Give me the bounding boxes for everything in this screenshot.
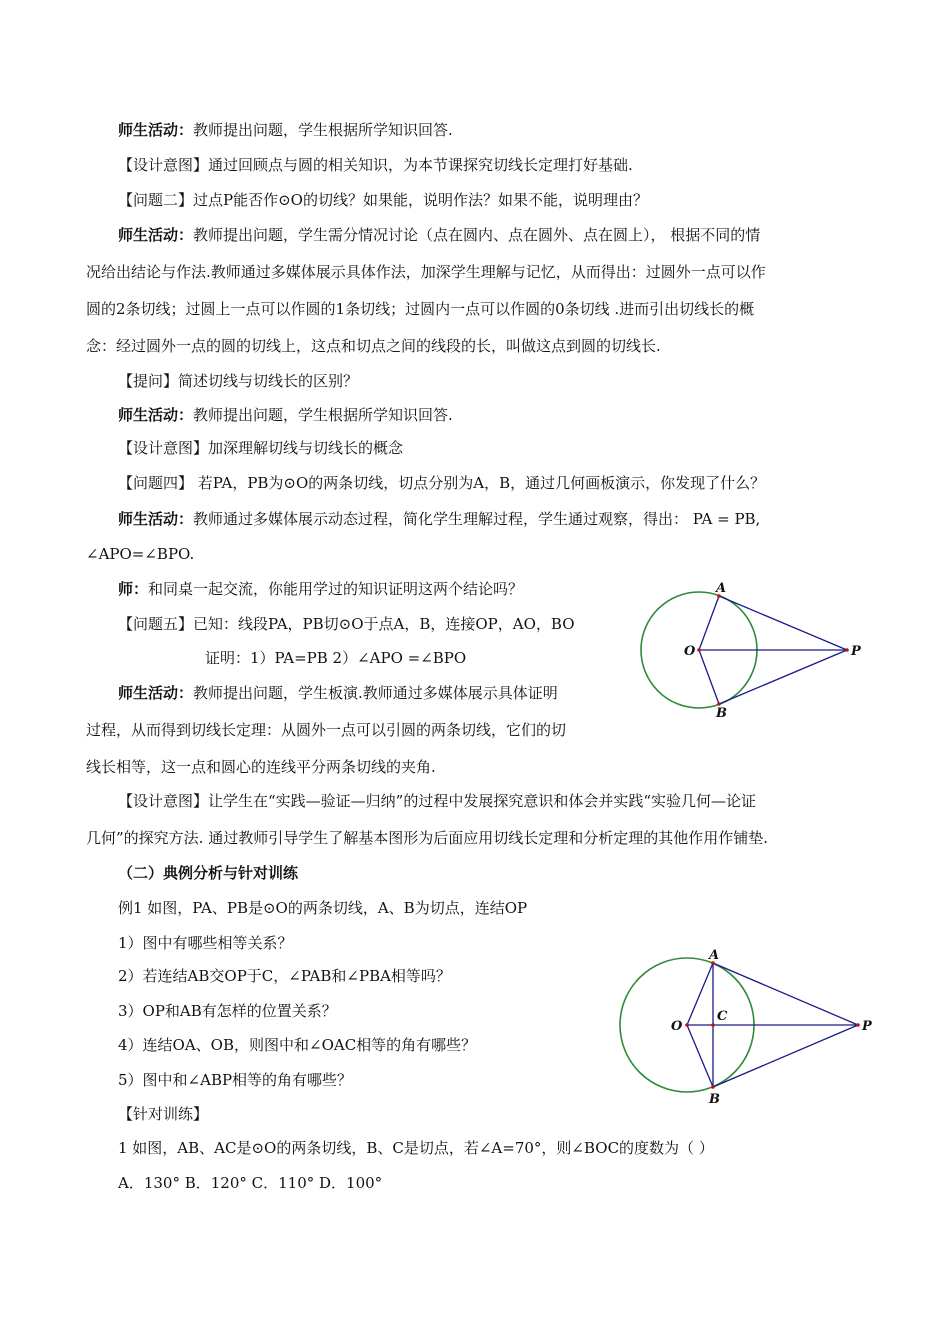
point-O <box>685 1023 689 1027</box>
paragraph-line: 况给出结论与作法.教师通过多媒体展示具体作法，加深学生理解与记忆，从而得出：过圆外一点可以作 <box>86 263 766 281</box>
paragraph-teacher-activity-2: 师生活动：教师提出问题，学生需分情况讨论（点在圆内、点在圆外、点在圆上）， 根据不同的情 <box>118 226 761 244</box>
paragraph-design-intent-3: 【设计意图】让学生在“实践—验证—归纳”的过程中发展探究意识和体会并实践“实验几何—论证 <box>118 792 757 810</box>
proof-statement: 证明：1）PA=PB 2）∠APO =∠BPO <box>205 649 467 667</box>
activity-heading: 师生活动： <box>118 510 194 528</box>
paragraph-design-intent-1: 【设计意图】通过回顾点与圆的相关知识，为本节课探究切线长定理打好基础. <box>118 156 633 174</box>
paragraph-line: 线长相等，这一点和圆心的连线平分两条切线的夹角. <box>86 758 436 776</box>
example-question: 3）OP和AB有怎样的位置关系？ <box>118 1002 337 1020</box>
point-O <box>697 648 701 652</box>
segment-OA <box>699 596 719 650</box>
paragraph-question-4: 【问题四】 若PA，PB为⊙O的两条切线，切点分别为A，B，通过几何画板演示，你发现了什么？ <box>118 474 766 492</box>
paragraph-line: 过程，从而得到切线长定理：从圆外一点可以引圆的两条切线，它们的切 <box>86 721 567 739</box>
paragraph-question-2: 【问题二】过点P能否作⊙O的切线？如果能，说明作法？如果不能，说明理由？ <box>118 191 648 209</box>
paragraph-question-5: 【问题五】已知：线段PA，PB切⊙O于点A，B，连接OP，AO，BO <box>118 615 575 633</box>
label-P: P <box>862 1019 872 1034</box>
section-heading: （二）典例分析与针对训练 <box>118 864 299 882</box>
paragraph-line: 几何”的探究方法. 通过教师引导学生了解基本图形为后面应用切线长定理和分析定理的其他作用作铺垫. <box>86 829 768 847</box>
example-question: 2）若连结AB交OP于C，∠PAB和∠PBA相等吗？ <box>118 967 451 985</box>
paragraph-line: 圆的2条切线；过圆上一点可以作圆的1条切线；过圆内一点可以作圆的0条切线 .进而引出切线长的概 <box>86 300 755 318</box>
paragraph-teacher-activity-1: 师生活动：教师提出问题，学生根据所学知识回答. <box>118 121 453 139</box>
training-options: A．130° B．120° C．110° D．100° <box>118 1174 383 1192</box>
label-C: C <box>717 1009 728 1024</box>
label-A: A <box>716 581 727 596</box>
activity-heading: 师生活动： <box>118 121 194 139</box>
paragraph-question-prompt: 【提问】简述切线与切线长的区别？ <box>118 372 359 390</box>
label-O: O <box>671 1019 683 1034</box>
tangent-figure-1 <box>630 580 870 720</box>
label-A: A <box>709 948 720 963</box>
paragraph-line: ∠APO=∠BPO. <box>86 545 195 563</box>
paragraph-teacher-prompt: 师：和同桌一起交流，你能用学过的知识证明这两个结论吗？ <box>118 580 524 598</box>
label-B: B <box>716 706 727 720</box>
activity-heading: 师生活动： <box>118 406 194 424</box>
segment-PA <box>719 596 847 650</box>
tangent-figure-2 <box>605 945 885 1110</box>
activity-heading: 师生活动： <box>118 226 194 244</box>
teacher-heading: 师： <box>118 580 149 598</box>
segment-PB <box>719 650 847 704</box>
point-C <box>711 1023 715 1027</box>
segment-OB <box>687 1025 713 1087</box>
point-P <box>845 648 849 652</box>
label-O: O <box>684 644 696 659</box>
training-heading: 【针对训练】 <box>118 1105 209 1123</box>
segment-OB <box>699 650 719 704</box>
paragraph-line: 念：经过圆外一点的圆的切线上，这点和切点之间的线段的长，叫做这点到圆的切线长. <box>86 337 661 355</box>
label-B: B <box>709 1092 720 1107</box>
point-P <box>856 1023 860 1027</box>
example-question: 4）连结OA、OB，则图中和∠OAC相等的角有哪些？ <box>118 1036 477 1054</box>
segment-OA <box>687 963 713 1025</box>
point-B <box>711 1085 715 1089</box>
paragraph-teacher-activity-3: 师生活动：教师提出问题，学生根据所学知识回答. <box>118 406 453 424</box>
paragraph-teacher-activity-4: 师生活动：教师通过多媒体展示动态过程，简化学生理解过程，学生通过观察，得出： PA = PB, <box>118 510 761 528</box>
example-question: 5）图中和∠ABP相等的角有哪些？ <box>118 1071 353 1089</box>
paragraph-design-intent-2: 【设计意图】加深理解切线与切线长的概念 <box>118 439 404 457</box>
segment-PB <box>713 1025 858 1087</box>
segment-PA <box>713 963 858 1025</box>
label-P: P <box>851 644 861 659</box>
activity-heading: 师生活动： <box>118 684 194 702</box>
example-1-statement: 例1 如图，PA、PB是⊙O的两条切线，A、B为切点，连结OP <box>118 899 528 917</box>
training-question-1: 1 如图，AB、AC是⊙O的两条切线，B、C是切点，若∠A=70°，则∠BOC的度数为（ ） <box>118 1139 714 1157</box>
paragraph-teacher-activity-5: 师生活动：教师提出问题，学生板演.教师通过多媒体展示具体证明 <box>118 684 558 702</box>
example-question: 1）图中有哪些相等关系？ <box>118 934 293 952</box>
